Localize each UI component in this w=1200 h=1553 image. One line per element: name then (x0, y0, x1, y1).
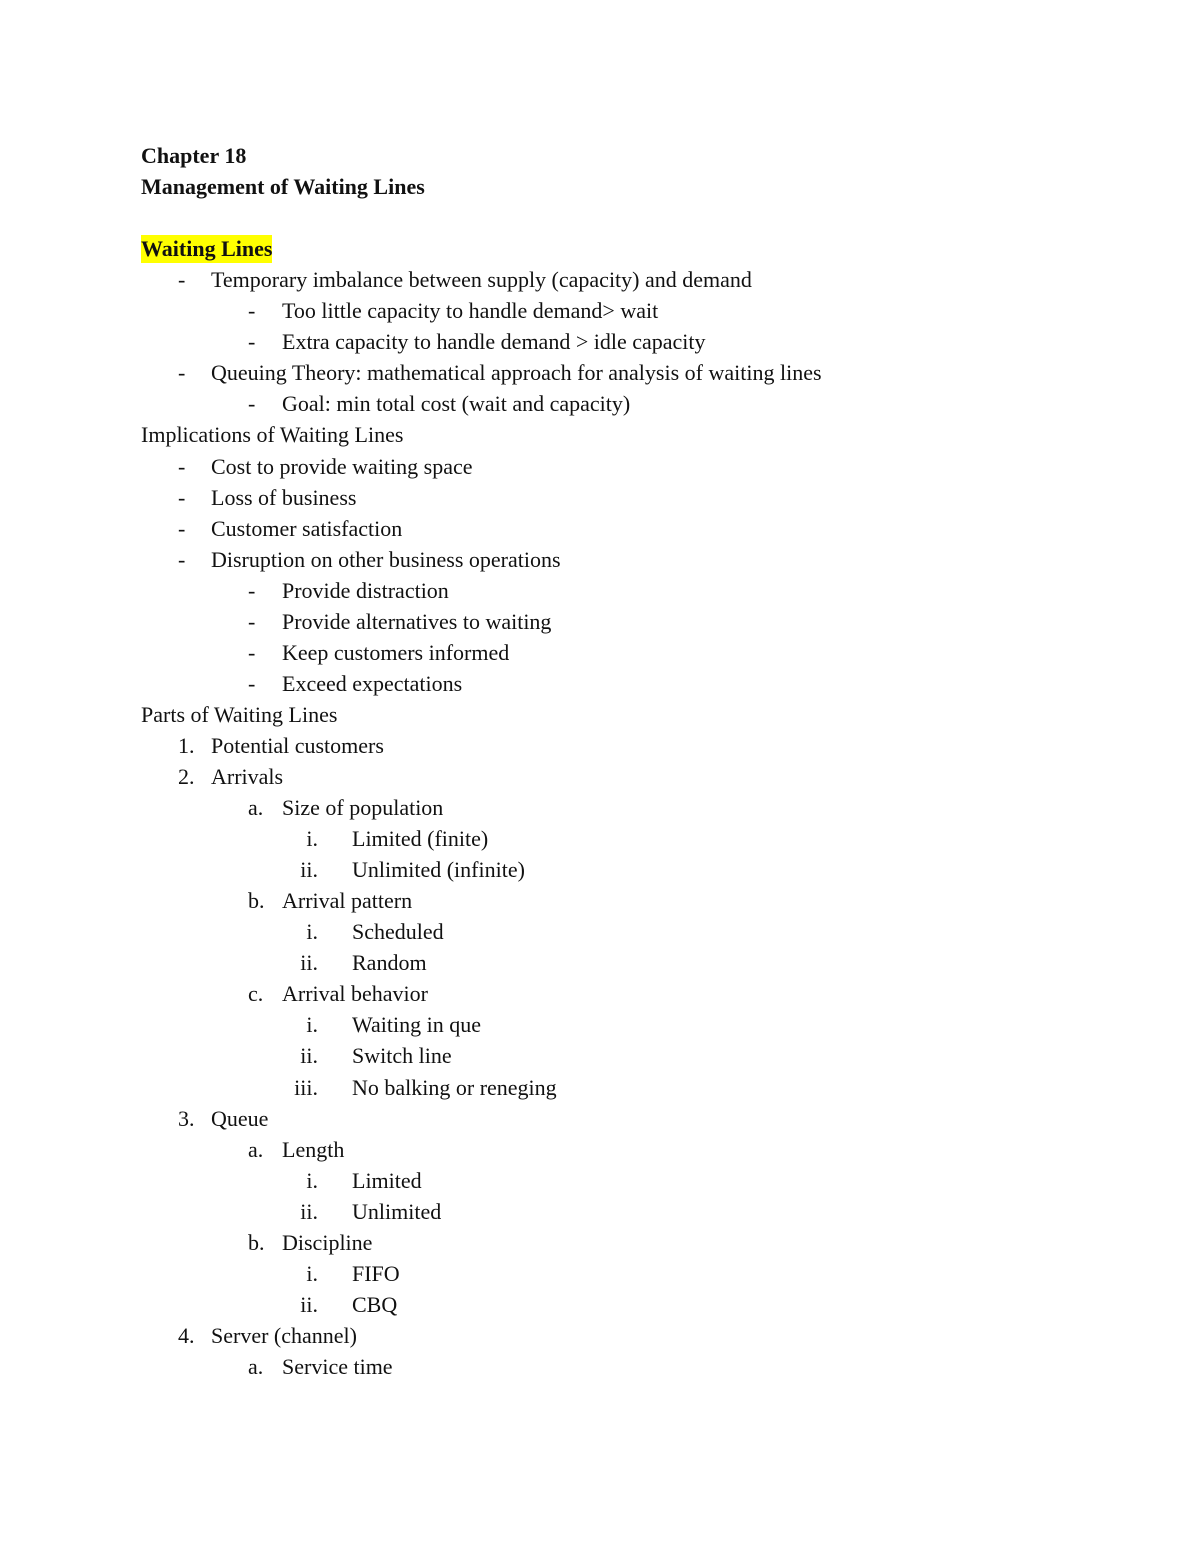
list-item-text: Length (282, 1136, 345, 1162)
list-marker: ii. (300, 1198, 318, 1224)
list-marker: - (178, 515, 186, 541)
list-marker: i. (306, 1260, 318, 1286)
list-marker: - (178, 484, 186, 510)
list-item-text: Exceed expectations (282, 670, 463, 696)
section-heading: Chapter 18 (141, 143, 247, 168)
list-item-text: Arrival behavior (282, 981, 428, 1007)
list-item-text: Queue (211, 1105, 269, 1131)
list-marker: - (248, 329, 256, 355)
list-item-text: Disruption on other business operations (211, 546, 561, 572)
list-item-text: Too little capacity to handle demand> wait (282, 298, 659, 324)
list-item-text: Customer satisfaction (211, 515, 403, 541)
list-marker: ii. (300, 1291, 318, 1317)
list-item-text: Loss of business (211, 484, 357, 510)
list-marker: a. (248, 1353, 264, 1379)
list-marker: a. (248, 795, 264, 821)
list-item-text: FIFO (352, 1260, 400, 1286)
list-marker: - (178, 453, 186, 479)
list-marker: b. (248, 1229, 265, 1255)
list-item-text: Keep customers informed (282, 639, 510, 665)
list-marker: - (178, 267, 186, 293)
list-item-text: Scheduled (352, 919, 444, 945)
list-item-text: No balking or reneging (352, 1074, 557, 1100)
section-heading: Waiting Lines (141, 236, 273, 262)
list-item-text: Service time (282, 1353, 393, 1379)
list-item-text: Discipline (282, 1229, 373, 1255)
list-item-text: Goal: min total cost (wait and capacity) (282, 391, 631, 417)
list-marker: - (248, 577, 256, 603)
list-marker: ii. (300, 857, 318, 883)
list-item-text: Size of population (282, 795, 444, 821)
list-item-text: Random (352, 950, 427, 976)
list-marker: ii. (300, 950, 318, 976)
list-item-text: Waiting in que (352, 1012, 481, 1038)
list-item-text: Limited (352, 1167, 422, 1193)
list-marker: - (248, 298, 256, 324)
list-marker: 3. (178, 1105, 195, 1131)
list-marker: - (248, 639, 256, 665)
list-marker: c. (248, 981, 264, 1007)
list-item-text: Server (channel) (211, 1322, 357, 1348)
list-marker: iii. (294, 1074, 318, 1100)
list-marker: - (248, 670, 256, 696)
list-marker: i. (306, 826, 318, 852)
section-heading: Implications of Waiting Lines (141, 422, 404, 448)
list-item-text: Provide distraction (282, 577, 449, 603)
list-marker: - (248, 391, 256, 417)
list-item-text: Unlimited (infinite) (352, 857, 525, 883)
section-heading: Parts of Waiting Lines (141, 701, 338, 727)
list-item-text: Limited (finite) (352, 826, 489, 852)
list-item-text: Temporary imbalance between supply (capacity) and demand (211, 267, 752, 293)
list-marker: a. (248, 1136, 264, 1162)
list-marker: i. (306, 1012, 318, 1038)
list-item-text: Cost to provide waiting space (211, 453, 473, 479)
list-item-text: Switch line (352, 1043, 452, 1069)
list-marker: 2. (178, 764, 195, 789)
list-marker: - (178, 360, 186, 386)
list-item-text: Queuing Theory: mathematical approach for analysis of waiting lines (211, 360, 822, 386)
list-marker: - (178, 546, 186, 572)
list-item-text: Potential customers (211, 732, 384, 758)
list-marker: b. (248, 888, 265, 914)
list-marker: 4. (178, 1322, 195, 1348)
list-item-text: Unlimited (352, 1198, 442, 1224)
list-item-text: Arrivals (211, 764, 284, 789)
list-marker: i. (306, 919, 318, 945)
list-item-text: Provide alternatives to waiting (282, 608, 552, 634)
list-item-text: Arrival pattern (282, 888, 413, 914)
list-marker: i. (306, 1167, 318, 1193)
section-heading: Management of Waiting Lines (141, 174, 425, 200)
list-marker: 1. (178, 732, 195, 758)
list-marker: ii. (300, 1043, 318, 1069)
list-item-text: CBQ (352, 1291, 398, 1317)
list-marker: - (248, 608, 256, 634)
list-item-text: Extra capacity to handle demand > idle capacity (282, 329, 706, 355)
